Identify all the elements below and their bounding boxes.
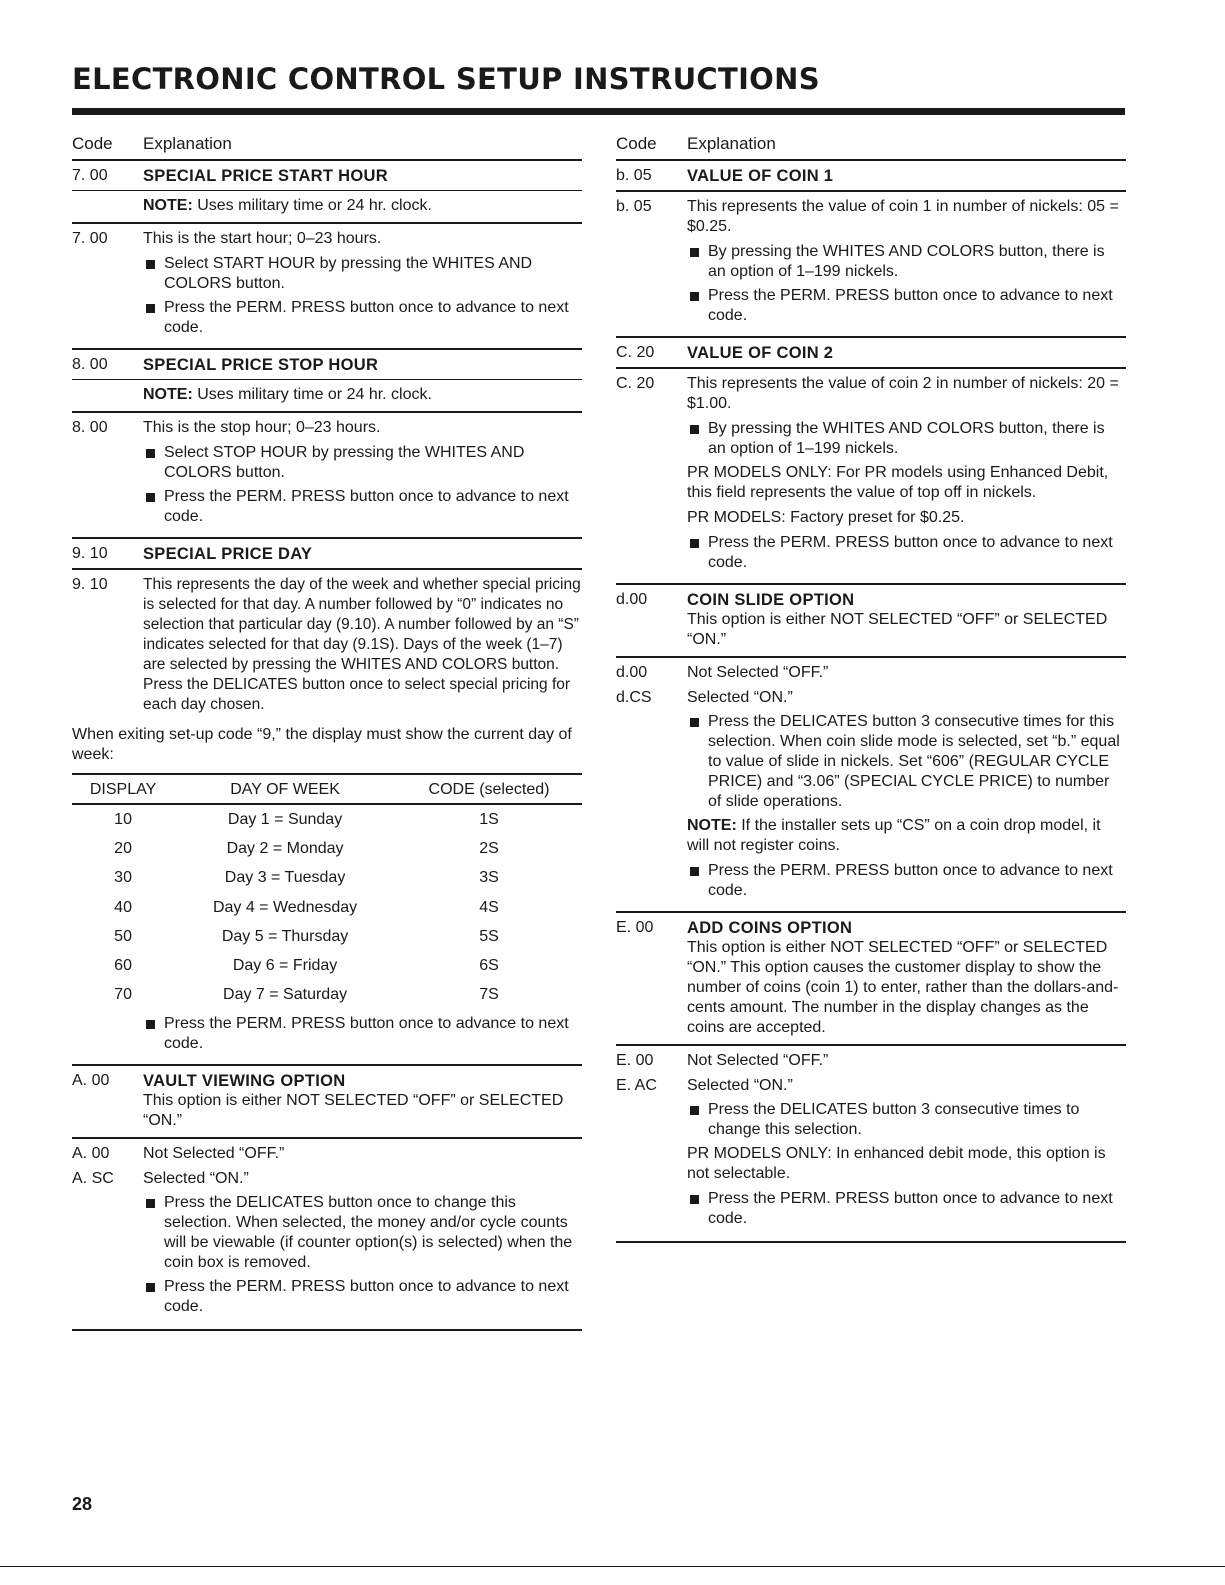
section-heading: SPECIAL PRICE DAY	[143, 545, 313, 563]
explanation-text: This is the stop hour; 0–23 hours.	[143, 419, 381, 436]
explanation-text: This represents the value of coin 2 in number of nickels: 20 = $1.00.	[687, 375, 1119, 412]
code-cell: d.00	[616, 591, 648, 608]
option-on-text: Selected “ON.”	[687, 689, 793, 706]
bullet-item: Press the DELICATES button once to change this selection. When selected, the money and/or cycle counts will be viewable (if counter option(s) is selected) when the coin box is removed.	[143, 1193, 582, 1273]
bullet-item: Press the PERM. PRESS button once to advance to next code.	[687, 1189, 1126, 1229]
note-text: Uses military time or 24 hr. clock.	[192, 386, 432, 403]
code-cell: E. 00	[616, 919, 654, 936]
bullet-item: Press the PERM. PRESS button once to advance to next code.	[143, 1014, 582, 1054]
section-heading: SPECIAL PRICE START HOUR	[143, 167, 388, 185]
bullet-item: Press the PERM. PRESS button once to advance to next code.	[143, 487, 582, 527]
bullet-square-icon	[146, 260, 155, 269]
bullet-square-icon	[690, 867, 699, 876]
explanation-text: This option is either NOT SELECTED “OFF” or SELECTED “ON.”	[687, 611, 1108, 648]
section-stop-hour	[72, 350, 582, 539]
bottom-rule	[0, 1566, 1225, 1567]
section-heading: VALUE OF COIN 1	[687, 167, 834, 185]
day-of-week-table	[72, 773, 582, 1010]
bullet-item: Press the DELICATES button 3 consecutive times to change this selection.	[687, 1100, 1126, 1140]
table-row: 30 Day 3 = Tuesday 3S	[114, 869, 499, 887]
section-coin-slide	[616, 585, 1126, 913]
bullet-square-icon	[146, 493, 155, 502]
pr-models-note: PR MODELS ONLY: For PR models using Enhanced Debit, this field represents the value of top off in nickels.	[687, 464, 1109, 501]
table-row: 40 Day 4 = Wednesday 4S	[114, 898, 499, 916]
bullet-item: By pressing the WHITES AND COLORS button, there is an option of 1–199 nickels.	[687, 419, 1126, 459]
bullet-square-icon	[146, 1020, 155, 1029]
code-cell: b. 05	[616, 198, 652, 215]
column-header	[72, 134, 582, 161]
bullet-item: Select START HOUR by pressing the WHITES AND COLORS button.	[143, 254, 582, 294]
exit-note: When exiting set-up code “9,” the display must show the current day of week:	[72, 726, 572, 763]
bullet-square-icon	[690, 425, 699, 434]
option-off-text: Not Selected “OFF.”	[687, 1052, 829, 1069]
table-row: 20 Day 2 = Monday 2S	[114, 839, 499, 857]
page-title: ELECTRONIC CONTROL SETUP INSTRUCTIONS	[72, 62, 820, 96]
section-heading: VALUE OF COIN 2	[687, 344, 834, 362]
table-row: 10 Day 1 = Sunday 1S	[114, 810, 499, 828]
code-cell: A. 00	[72, 1145, 110, 1163]
note-text: Uses military time or 24 hr. clock.	[192, 197, 432, 214]
bullet-item: Press the PERM. PRESS button once to advance to next code.	[687, 286, 1126, 326]
bullet-item: Press the PERM. PRESS button once to advance to next code.	[687, 861, 1126, 901]
bullet-item: Select STOP HOUR by pressing the WHITES AND COLORS button.	[143, 443, 582, 483]
bullet-square-icon	[690, 1106, 699, 1115]
bullet-square-icon	[690, 1195, 699, 1204]
bullet-square-icon	[146, 304, 155, 313]
code-cell: A. SC	[72, 1170, 114, 1188]
note-label: NOTE:	[143, 386, 193, 403]
explanation-text: This represents the day of the week and whether special pricing is selected for that day. A number followed by “0” indicates no selection that particular day (9.10). A number followed by an “S” indicates selected for that day (9.1S). Days of the week (1–7) are selected by pressing the WHITES AND COLORS button. Press the DELICATES button once to select special pricing for each day chosen.	[143, 576, 581, 713]
code-header: Code	[72, 134, 113, 153]
column-header	[616, 134, 1126, 161]
bullet-square-icon	[690, 718, 699, 727]
code-cell: E. 00	[616, 1052, 654, 1069]
explanation-text: This option is either NOT SELECTED “OFF” or SELECTED “ON.”	[143, 1092, 564, 1130]
code-cell: 9. 10	[72, 576, 108, 593]
code-cell: 7. 00	[72, 230, 108, 247]
note-label: NOTE:	[687, 817, 737, 834]
note-label: NOTE:	[143, 197, 193, 214]
code-cell: d.CS	[616, 689, 652, 706]
pr-models-note: PR MODELS ONLY: In enhanced debit mode, this option is not selectable.	[687, 1145, 1106, 1182]
section-heading: VAULT VIEWING OPTION	[143, 1072, 346, 1091]
section-heading: SPECIAL PRICE STOP HOUR	[143, 356, 379, 374]
page-number: 28	[72, 1494, 93, 1514]
code-cell: b. 05	[616, 167, 652, 184]
code-cell: C. 20	[616, 375, 655, 392]
explanation-header: Explanation	[143, 134, 232, 153]
note-text: If the installer sets up “CS” on a coin drop model, it will not register coins.	[687, 817, 1101, 854]
explanation-text: This option is either NOT SELECTED “OFF” or SELECTED “ON.” This option causes the customer display to show the number of coins (coin 1) to enter, rather than the dollars-and-cents amount. The number in the display changes as the coins are accepted.	[687, 939, 1119, 1036]
code-cell: 8. 00	[72, 419, 108, 436]
section-vault-viewing	[72, 1066, 582, 1331]
table-header: DAY OF WEEK	[174, 774, 396, 804]
bullet-item: Press the PERM. PRESS button once to advance to next code.	[143, 298, 582, 338]
title-rule	[72, 108, 1125, 115]
code-header: Code	[616, 134, 657, 153]
bullet-square-icon	[146, 449, 155, 458]
table-header: DISPLAY	[72, 774, 174, 804]
option-on-text: Selected “ON.”	[143, 1170, 249, 1188]
bullet-item: Press the PERM. PRESS button once to advance to next code.	[143, 1277, 582, 1317]
bullet-square-icon	[690, 539, 699, 548]
section-add-coins	[616, 913, 1126, 1243]
code-cell: 8. 00	[72, 356, 108, 373]
code-cell: 9. 10	[72, 545, 108, 562]
code-cell: 7. 00	[72, 167, 108, 184]
right-column	[616, 134, 1126, 1243]
bullet-square-icon	[690, 248, 699, 257]
bullet-item: Press the DELICATES button 3 consecutive times for this selection. When coin slide mode is selected, set “b.” equal to value of slide in nickels. Set “606” (REGULAR CYCLE PRICE) and “3.06” (SPECIAL CYCLE PRICE) to number of slide operations.	[687, 712, 1126, 812]
code-cell: d.00	[616, 664, 648, 681]
option-off-text: Not Selected “OFF.”	[143, 1145, 285, 1163]
section-heading: COIN SLIDE OPTION	[687, 591, 855, 609]
bullet-square-icon	[146, 1283, 155, 1292]
explanation-text: This is the start hour; 0–23 hours.	[143, 230, 382, 247]
section-value-coin-2	[616, 338, 1126, 585]
bullet-item: By pressing the WHITES AND COLORS button, there is an option of 1–199 nickels.	[687, 242, 1126, 282]
left-column	[72, 134, 582, 1331]
section-price-day	[72, 539, 582, 1066]
explanation-text: This represents the value of coin 1 in number of nickels: 05 = $0.25.	[687, 198, 1119, 235]
code-cell: A. 00	[72, 1072, 110, 1090]
table-row: 50 Day 5 = Thursday 5S	[114, 927, 499, 945]
table-header: CODE (selected)	[396, 774, 582, 804]
section-value-coin-1	[616, 161, 1126, 338]
bullet-square-icon	[690, 292, 699, 301]
bullet-item: Press the PERM. PRESS button once to advance to next code.	[687, 533, 1126, 573]
table-row: 70 Day 7 = Saturday 7S	[114, 986, 499, 1004]
section-start-hour	[72, 161, 582, 350]
bullet-square-icon	[146, 1199, 155, 1208]
explanation-header: Explanation	[687, 134, 776, 153]
code-cell: E. AC	[616, 1077, 657, 1094]
option-on-text: Selected “ON.”	[687, 1077, 793, 1094]
pr-preset-note: PR MODELS: Factory preset for $0.25.	[687, 509, 965, 526]
code-cell: C. 20	[616, 344, 655, 361]
option-off-text: Not Selected “OFF.”	[687, 664, 829, 681]
section-heading: ADD COINS OPTION	[687, 919, 853, 937]
table-row: 60 Day 6 = Friday 6S	[114, 957, 499, 975]
